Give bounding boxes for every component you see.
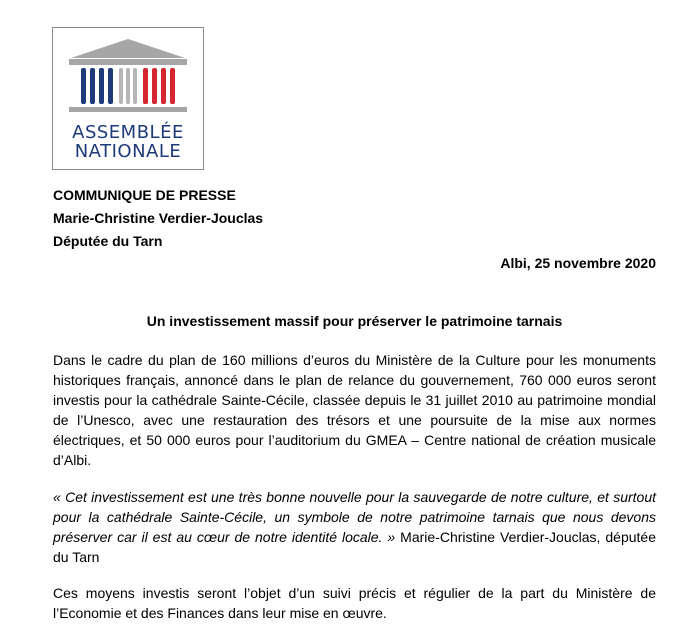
logo-text-line2: NATIONALE: [74, 141, 182, 162]
headline: Un investissement massif pour préserver le patrimoine tarnais: [146, 313, 563, 329]
hemicycle-icon: [53, 28, 203, 120]
paragraph-3: Ces moyens investis seront l’objet d’un suivi précis et régulier de la part du Ministère de l’Economie et des Finances dans leur mise en œuvre.: [53, 585, 656, 621]
quote-text: « Cet investissement est une très bonne nouvelle pour la sauvegarde de notre culture, et surtout pour la cathédrale Sainte-Cécile, un symbole de notre patrimoine tarnais que nous devons préserver car il est au cœur de notre identité locale. »: [53, 489, 656, 545]
quote-attribution: Marie-Christine Verdier-Jouclas, députée du Tarn: [53, 529, 656, 565]
press-release-header: [53, 184, 263, 253]
author-name: Marie-Christine Verdier-Jouclas: [53, 210, 264, 226]
press-release-label: COMMUNIQUE DE PRESSE: [53, 187, 236, 203]
assemblee-nationale-logo: [52, 27, 204, 170]
paragraph-1: Dans le cadre du plan de 160 millions d’euros du Ministère de la Culture pour les monuments historiques français, annoncé dans le plan de relance du gouvernement, 760 000 euros seront investis pour la cathédrale Sainte-Cécile, classée depuis le 31 juillet 2010 au patrimoine mondial de l’Unesco, avec une restauration des trésors et une poursuite de la mise aux normes électriques, et 50 000 euros pour l’auditorium du GMEA – Centre national de création musicale d’Albi.: [53, 352, 656, 468]
dateline: Albi, 25 novembre 2020: [500, 255, 656, 271]
paragraph-2: [53, 487, 656, 567]
logo-text-line1: ASSEMBLÉE: [72, 122, 184, 143]
author-title: Députée du Tarn: [53, 233, 163, 249]
